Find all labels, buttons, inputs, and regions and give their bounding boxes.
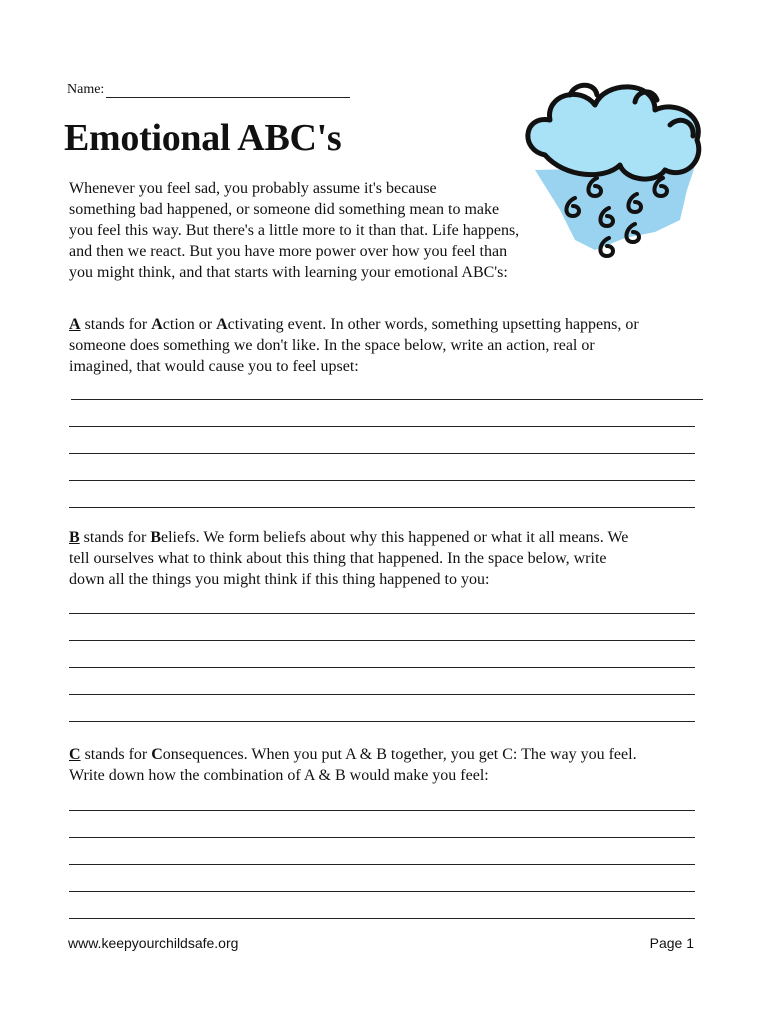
section-b-line-1: B stands for Beliefs. We form beliefs about why this happened or what it all means. We — [69, 529, 629, 546]
section-a-text — [69, 314, 705, 377]
section-c-line-1: C stands for Consequences. When you put A & B together, you get C: The way you feel. — [69, 746, 637, 763]
answer-line[interactable] — [69, 891, 695, 892]
answer-line[interactable] — [69, 640, 695, 641]
name-label: Name: — [67, 82, 105, 97]
intro-line: and then we react. But you have more power over how you feel than — [69, 243, 508, 260]
section-b-letter: B — [69, 529, 80, 546]
footer-website: www.keepyourchildsafe.org — [68, 935, 239, 951]
footer-page-number: Page 1 — [649, 935, 694, 951]
answer-line[interactable] — [69, 721, 695, 722]
section-c-text — [69, 744, 705, 786]
intro-line: something bad happened, or someone did something mean to make — [69, 201, 500, 218]
answer-line[interactable] — [69, 667, 695, 668]
intro-paragraph — [69, 178, 589, 283]
section-c-line-2: Write down how the combination of A & B would make you feel: — [69, 767, 489, 784]
section-a-line-3: imagined, that would cause you to feel upset: — [69, 358, 359, 375]
answer-line[interactable] — [69, 918, 695, 919]
answer-line[interactable] — [71, 399, 703, 400]
intro-line: you might think, and that starts with learning your emotional ABC's: — [69, 264, 508, 281]
answer-line[interactable] — [69, 507, 695, 508]
section-c-letter: C — [69, 746, 81, 763]
section-b-line-3: down all the things you might think if this thing happened to you: — [69, 571, 490, 588]
answer-line[interactable] — [69, 837, 695, 838]
name-field-line[interactable] — [106, 83, 350, 98]
page-title: Emotional ABC's — [64, 117, 342, 159]
answer-line[interactable] — [69, 864, 695, 865]
name-row — [67, 82, 350, 98]
answer-line[interactable] — [69, 426, 695, 427]
intro-line: Whenever you feel sad, you probably assume it's because — [69, 180, 437, 197]
cloud-body — [528, 87, 699, 179]
section-a-line-2: someone does something we don't like. In the space below, write an action, real or — [69, 337, 595, 354]
section-b-text — [69, 527, 705, 590]
section-a-line-1: A stands for Action or Activating event. In other words, something upsetting happens, or — [69, 316, 639, 333]
answer-line[interactable] — [69, 810, 695, 811]
answer-line[interactable] — [69, 694, 695, 695]
answer-line[interactable] — [69, 453, 695, 454]
answer-line[interactable] — [69, 480, 695, 481]
page-footer — [68, 935, 694, 951]
section-a-letter: A — [69, 316, 81, 333]
intro-line: you feel this way. But there's a little more to it than that. Life happens, — [69, 222, 520, 239]
answer-line[interactable] — [69, 613, 695, 614]
section-b-line-2: tell ourselves what to think about this thing that happened. In the space below, write — [69, 550, 607, 567]
